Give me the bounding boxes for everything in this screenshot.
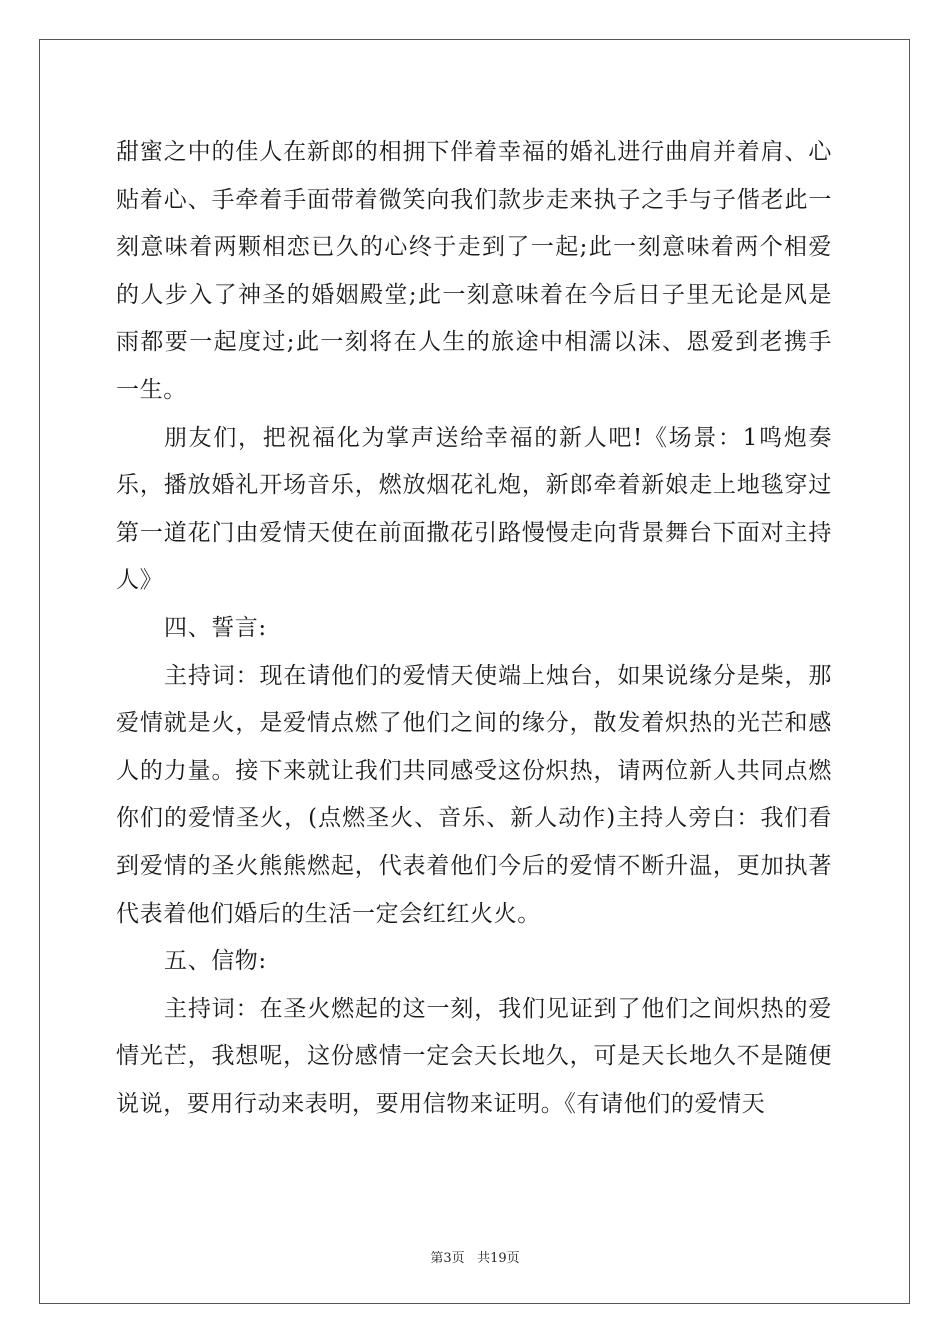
paragraph-6: 主持词：在圣火燃起的这一刻，我们见证到了他们之间炽热的爱情光芒，我想呢，这份感情一定会天长地久，可是天长地久不是随便说说，要用行动来表明，要用信物来证明。《有请他们的爱情天 bbox=[116, 995, 832, 1117]
page-footer bbox=[0, 1247, 950, 1266]
page-number: 第3页 bbox=[430, 1251, 465, 1266]
paragraph-1: 甜蜜之中的佳人在新郎的相拥下伴着幸福的婚礼进行曲肩并着肩、心贴着心、手牵着手面带着微笑向我们款步走来执子之手与子偕老此一刻意味着两颗相恋已久的心终于走到了一起;此一刻意味着两个相爱的人步入了神圣的婚姻殿堂;此一刻意味着在今后日子里无论是风是雨都要一起度过;此一刻将在人生的旅途中相濡以沫、恩爱到老携手一生。 bbox=[116, 139, 832, 403]
paragraph-2: 朋友们，把祝福化为掌声送给幸福的新人吧!《场景：1鸣炮奏乐，播放婚礼开场音乐，燃放烟花礼炮，新郎牵着新娘走上地毯穿过第一道花门由爱情天使在前面撒花引路慢慢走向背景舞台下面对主持人》 bbox=[116, 424, 832, 594]
total-pages: 共19页 bbox=[477, 1251, 520, 1266]
section-heading-tokens: 五、信物: bbox=[164, 948, 267, 975]
paragraph-4: 主持词：现在请他们的爱情天使端上烛台，如果说缘分是柴，那爱情就是火，是爱情点燃了他们之间的缘分，散发着炽热的光芒和感人的力量。接下来就让我们共同感受这份炽热，请两位新人共同点燃你们的爱情圣火，(点燃圣火、音乐、新人动作)主持人旁白：我们看到爱情的圣火熊熊燃起，代表着他们今后的爱情不断升温，更加执著代表着他们婚后的生活一定会红红火火。 bbox=[116, 662, 832, 927]
document-body bbox=[116, 129, 832, 1128]
section-heading-vows: 四、誓言: bbox=[164, 614, 267, 641]
footer-spacer bbox=[465, 1251, 477, 1266]
